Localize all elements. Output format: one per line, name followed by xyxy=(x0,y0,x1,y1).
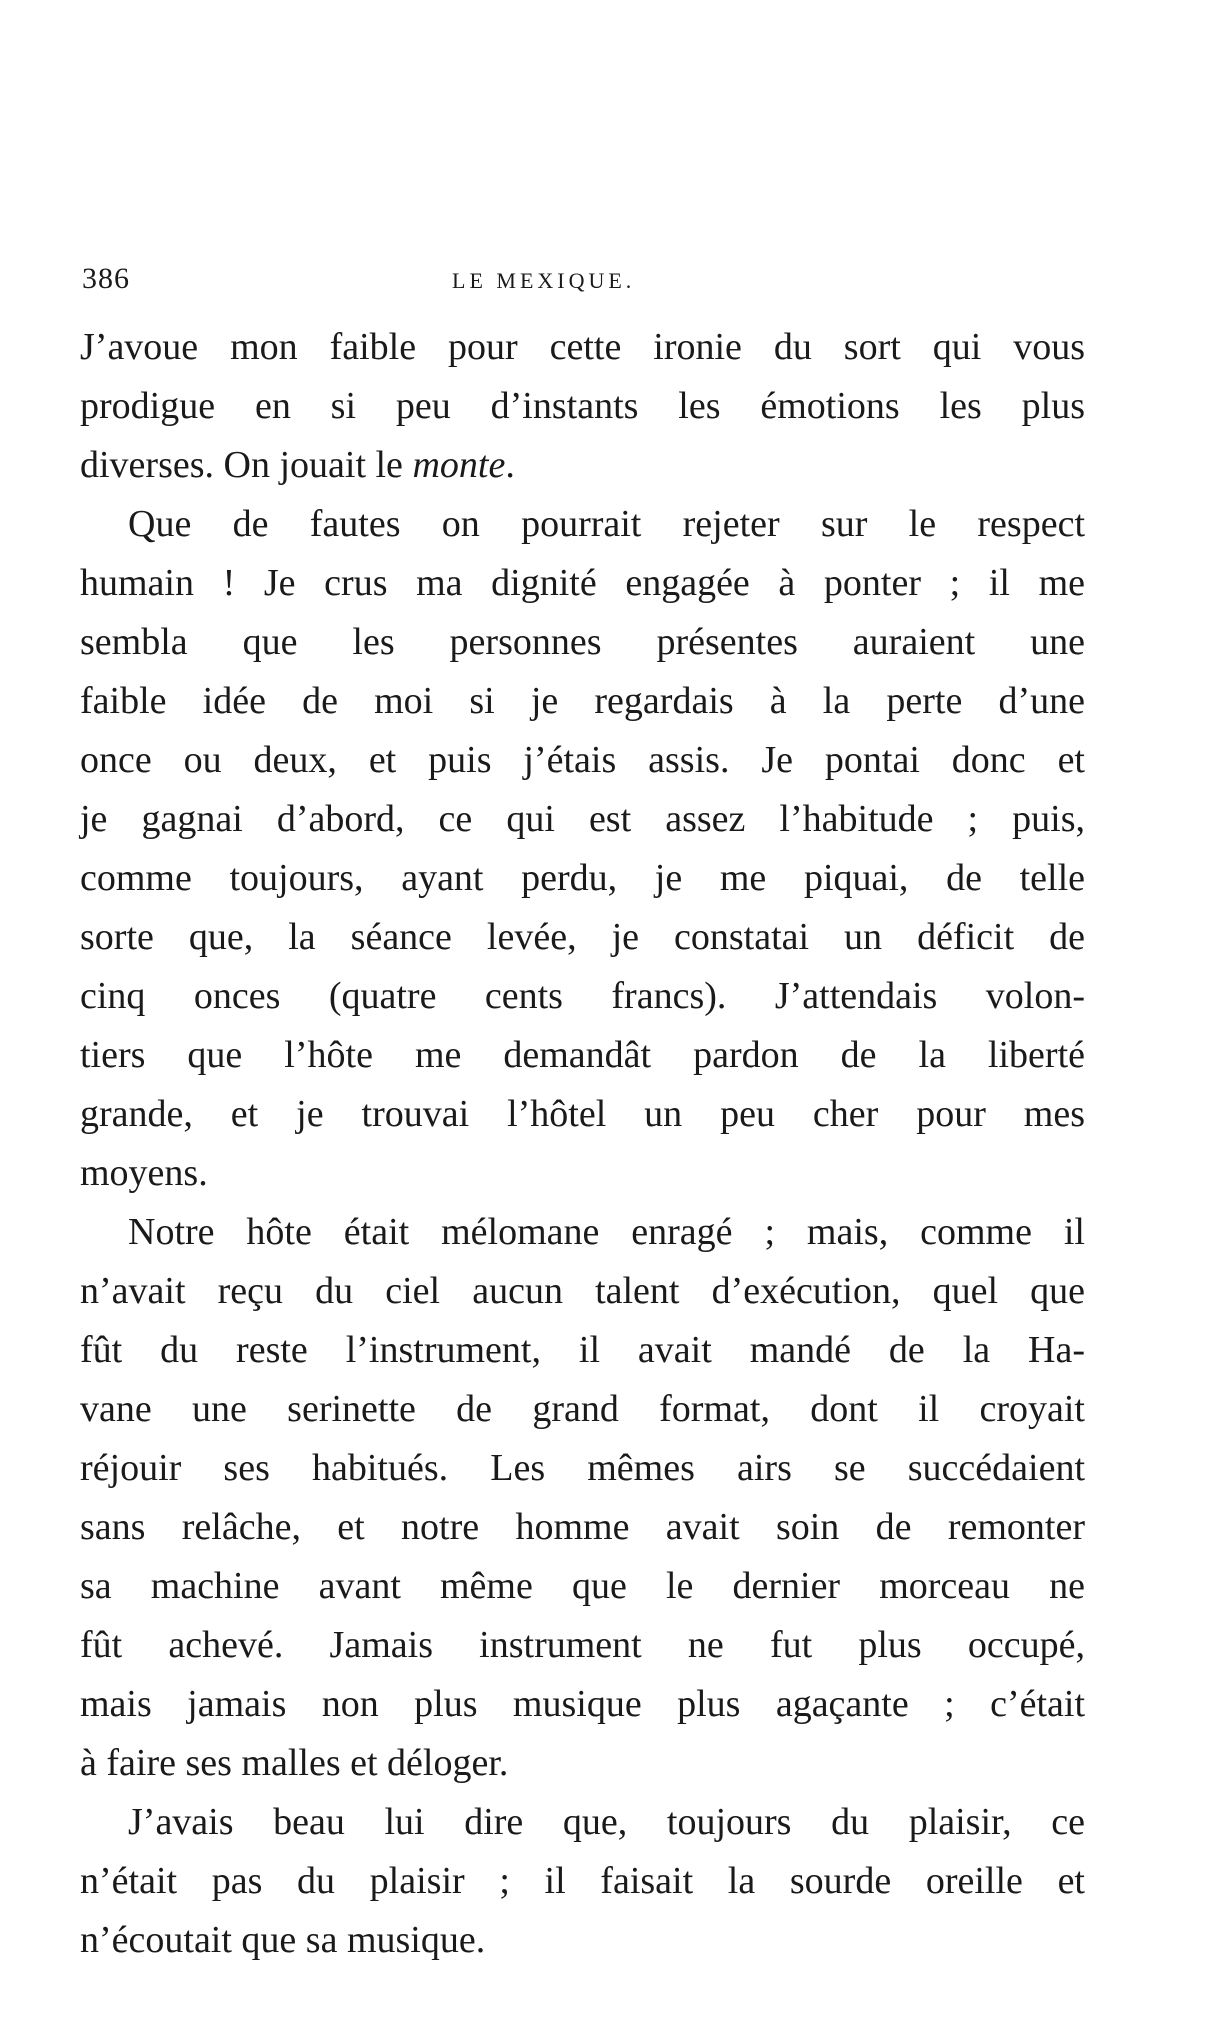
text-line: comme toujours, ayant perdu, je me piquai, de telle xyxy=(80,857,1085,899)
text-line: n’avait reçu du ciel aucun talent d’exécution, quel que xyxy=(80,1270,1085,1312)
text-line: sembla que les personnes présentes auraient une xyxy=(80,621,1085,663)
running-head: LE MEXIQUE. xyxy=(452,268,636,293)
page-header xyxy=(82,262,1082,302)
text-line: sans relâche, et notre homme avait soin de remonter xyxy=(80,1506,1085,1548)
text-line: n’était pas du plaisir ; il faisait la sourde oreille et xyxy=(80,1860,1085,1902)
text-line: prodigue en si peu d’instants les émotions les plus xyxy=(80,385,1085,427)
text-line: sa machine avant même que le dernier morceau ne xyxy=(80,1565,1085,1607)
text-line: n’écoutait que sa musique. xyxy=(80,1919,486,1961)
text-line: moyens. xyxy=(80,1152,208,1194)
text-line: à faire ses malles et déloger. xyxy=(80,1742,509,1784)
text-fragment: . xyxy=(505,444,515,486)
text-line: Notre hôte était mélomane enragé ; mais, comme il xyxy=(128,1211,1085,1253)
text-line: réjouir ses habitués. Les mêmes airs se succédaient xyxy=(80,1447,1085,1489)
body-text xyxy=(80,318,1085,1970)
text-line: J’avais beau lui dire que, toujours du plaisir, ce xyxy=(128,1801,1085,1843)
text-line: faible idée de moi si je regardais à la perte d’une xyxy=(80,680,1085,722)
text-line: fût achevé. Jamais instrument ne fut plus occupé, xyxy=(80,1624,1085,1666)
text-line: grande, et je trouvai l’hôtel un peu cher pour mes xyxy=(80,1093,1085,1135)
text-fragment: diverses. On jouait le xyxy=(80,444,413,486)
text-line: sorte que, la séance levée, je constatai un déficit de xyxy=(80,916,1085,958)
text-line: mais jamais non plus musique plus agaçante ; c’était xyxy=(80,1683,1085,1725)
text-line: je gagnai d’abord, ce qui est assez l’habitude ; puis, xyxy=(80,798,1085,840)
text-line: fût du reste l’instrument, il avait mandé de la Ha- xyxy=(80,1329,1085,1371)
text-line: vane une serinette de grand format, dont il croyait xyxy=(80,1388,1085,1430)
italic-term: monte xyxy=(412,444,506,486)
text-line: tiers que l’hôte me demandât pardon de la liberté xyxy=(80,1034,1085,1076)
page-number: 386 xyxy=(82,262,130,295)
text-line: J’avoue mon faible pour cette ironie du sort qui vous xyxy=(80,326,1085,368)
text-line: Que de fautes on pourrait rejeter sur le respect xyxy=(128,503,1085,545)
text-line: humain ! Je crus ma dignité engagée à ponter ; il me xyxy=(80,562,1085,604)
text-line xyxy=(80,436,1085,495)
text-line: cinq onces (quatre cents francs). J’attendais volon- xyxy=(80,975,1085,1017)
text-line: once ou deux, et puis j’étais assis. Je pontai donc et xyxy=(80,739,1085,781)
